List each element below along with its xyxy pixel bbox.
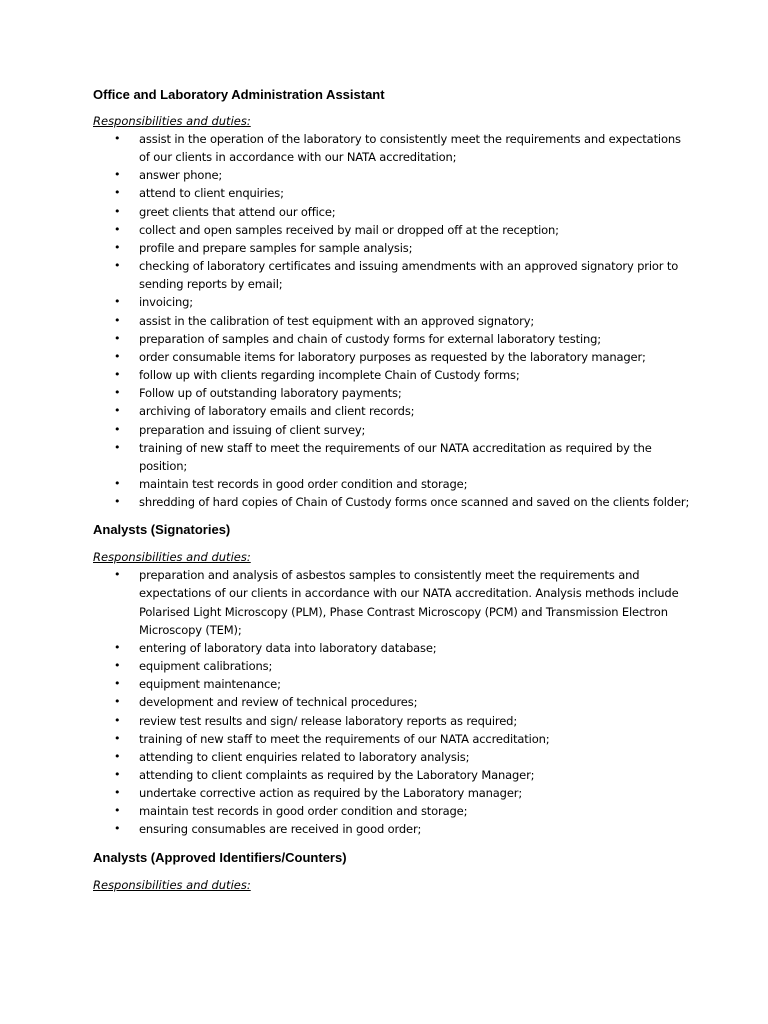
list-item [114,693,693,711]
list-item-text: greet clients that attend our office; [139,204,336,219]
list-item-text: attending to client enquiries related to laboratory analysis; [139,749,470,764]
list-item [114,639,693,657]
list-item-text: development and review of technical procedures; [139,695,418,710]
bullet-icon: • [114,495,121,509]
list-item-text: invoicing; [139,295,194,310]
bullet-icon: • [114,804,121,818]
list-item [114,784,693,802]
list-item-text: training of new staff to meet the requirements of our NATA accreditation as required by the position; [139,440,652,473]
list-item-text: attending to client complaints as required by the Laboratory Manager; [139,768,535,782]
list-item [114,421,693,439]
list-item [114,566,693,639]
bullet-icon: • [114,749,121,763]
list-item [114,402,693,420]
list-item-text: equipment calibrations; [139,659,273,674]
list-item-text: checking of laboratory certificates and issuing amendments with an approved signatory prior to sending reports by email; [139,259,679,292]
section-subheading-responsibilities: Responsibilities and duties: [93,877,251,892]
list-item-text: review test results and sign/ release laboratory reports as required; [139,713,518,728]
bullet-icon: • [114,295,121,309]
document-page [93,86,693,894]
list-item-text: shredding of hard copies of Chain of Custody forms once scanned and saved on the clients folder; [139,495,690,510]
list-item [114,348,693,366]
bullet-icon: • [114,368,121,382]
bullet-icon: • [114,440,121,454]
list-item-text: answer phone; [139,168,223,183]
bullet-icon: • [114,404,121,418]
list-item [114,748,693,766]
list-item-text: archiving of laboratory emails and client records; [139,404,415,419]
duties-list-office-admin [93,130,693,511]
list-item [114,257,693,293]
list-item [114,203,693,221]
list-item [114,493,693,511]
list-item [114,221,693,239]
bullet-icon: • [114,695,121,709]
bullet-icon: • [114,677,121,691]
list-item [114,312,693,330]
list-item [114,330,693,348]
bullet-icon: • [114,786,121,800]
section-heading-analysts-identifiers: Analysts (Approved Identifiers/Counters) [93,849,347,865]
bullet-icon: • [114,204,121,218]
list-item [114,439,693,475]
bullet-icon: • [114,240,121,254]
bullet-icon: • [114,259,121,273]
list-item-text: undertake corrective action as required by the Laboratory manager; [139,786,523,801]
bullet-icon: • [114,713,121,727]
bullet-icon: • [114,476,121,490]
list-item [114,802,693,820]
list-item [114,475,693,493]
list-item [114,239,693,257]
bullet-icon: • [114,349,121,363]
list-item [114,366,693,384]
list-item [114,166,693,184]
section-subheading-responsibilities: Responsibilities and duties: [93,114,251,128]
bullet-icon: • [114,386,121,400]
list-item-text: entering of laboratory data into laboratory database; [139,640,437,655]
list-item [114,293,693,311]
duties-list-analysts-signatories [93,566,693,838]
section-heading-analysts-signatories: Analysts (Signatories) [93,522,231,538]
list-item-text: preparation and issuing of client survey; [139,422,366,437]
list-item [114,820,693,838]
bullet-icon: • [114,331,121,345]
list-item [114,730,693,748]
list-item [114,657,693,675]
list-item-text: collect and open samples received by mail or dropped off at the reception; [139,222,559,237]
bullet-icon: • [114,659,121,673]
list-item [114,130,693,166]
list-item-text: training of new staff to meet the requirements of our NATA accreditation; [139,731,550,746]
list-item [114,712,693,730]
section-subheading-responsibilities: Responsibilities and duties: [93,550,251,565]
bullet-icon: • [114,168,121,182]
list-item-text: assist in the calibration of test equipment with an approved signatory; [139,313,535,328]
list-item-text: equipment maintenance; [139,677,281,692]
bullet-icon: • [114,731,121,745]
list-item [114,184,693,202]
list-item [114,384,693,402]
list-item-text: maintain test records in good order condition and storage; [139,804,468,819]
bullet-icon: • [114,568,121,582]
list-item-text: attend to client enquiries; [139,186,284,201]
bullet-icon: • [114,222,121,236]
section-heading-office-admin: Office and Laboratory Administration Assistant [93,87,385,102]
bullet-icon: • [114,186,121,200]
list-item-text: ensuring consumables are received in good order; [139,822,422,837]
list-item [114,766,693,784]
bullet-icon: • [114,132,121,145]
list-item-text: preparation of samples and chain of custody forms for external laboratory testing; [139,331,602,346]
bullet-icon: • [114,822,121,836]
bullet-icon: • [114,640,121,654]
list-item-text: follow up with clients regarding incomplete Chain of Custody forms; [139,368,520,383]
bullet-icon: • [114,422,121,436]
list-item-text: Follow up of outstanding laboratory payments; [139,386,402,401]
list-item-text: profile and prepare samples for sample analysis; [139,240,413,255]
bullet-icon: • [114,313,121,327]
list-item [114,675,693,693]
list-item-text: order consumable items for laboratory purposes as requested by the laboratory manager; [139,349,646,364]
list-item-text: maintain test records in good order condition and storage; [139,476,468,491]
list-item-text: assist in the operation of the laboratory to consistently meet the requirements and expectations of our clients in accordance with our NATA accreditation; [139,132,681,165]
list-item-text: preparation and analysis of asbestos samples to consistently meet the requirements and expectations of our clients in accordance with our NATA accreditation. Analysis methods include Polarised Light Microscopy (PLM), Phase Contrast Microscopy (PCM) and Transmission Electron Microscopy (TEM); [139,568,679,637]
bullet-icon: • [114,768,121,781]
